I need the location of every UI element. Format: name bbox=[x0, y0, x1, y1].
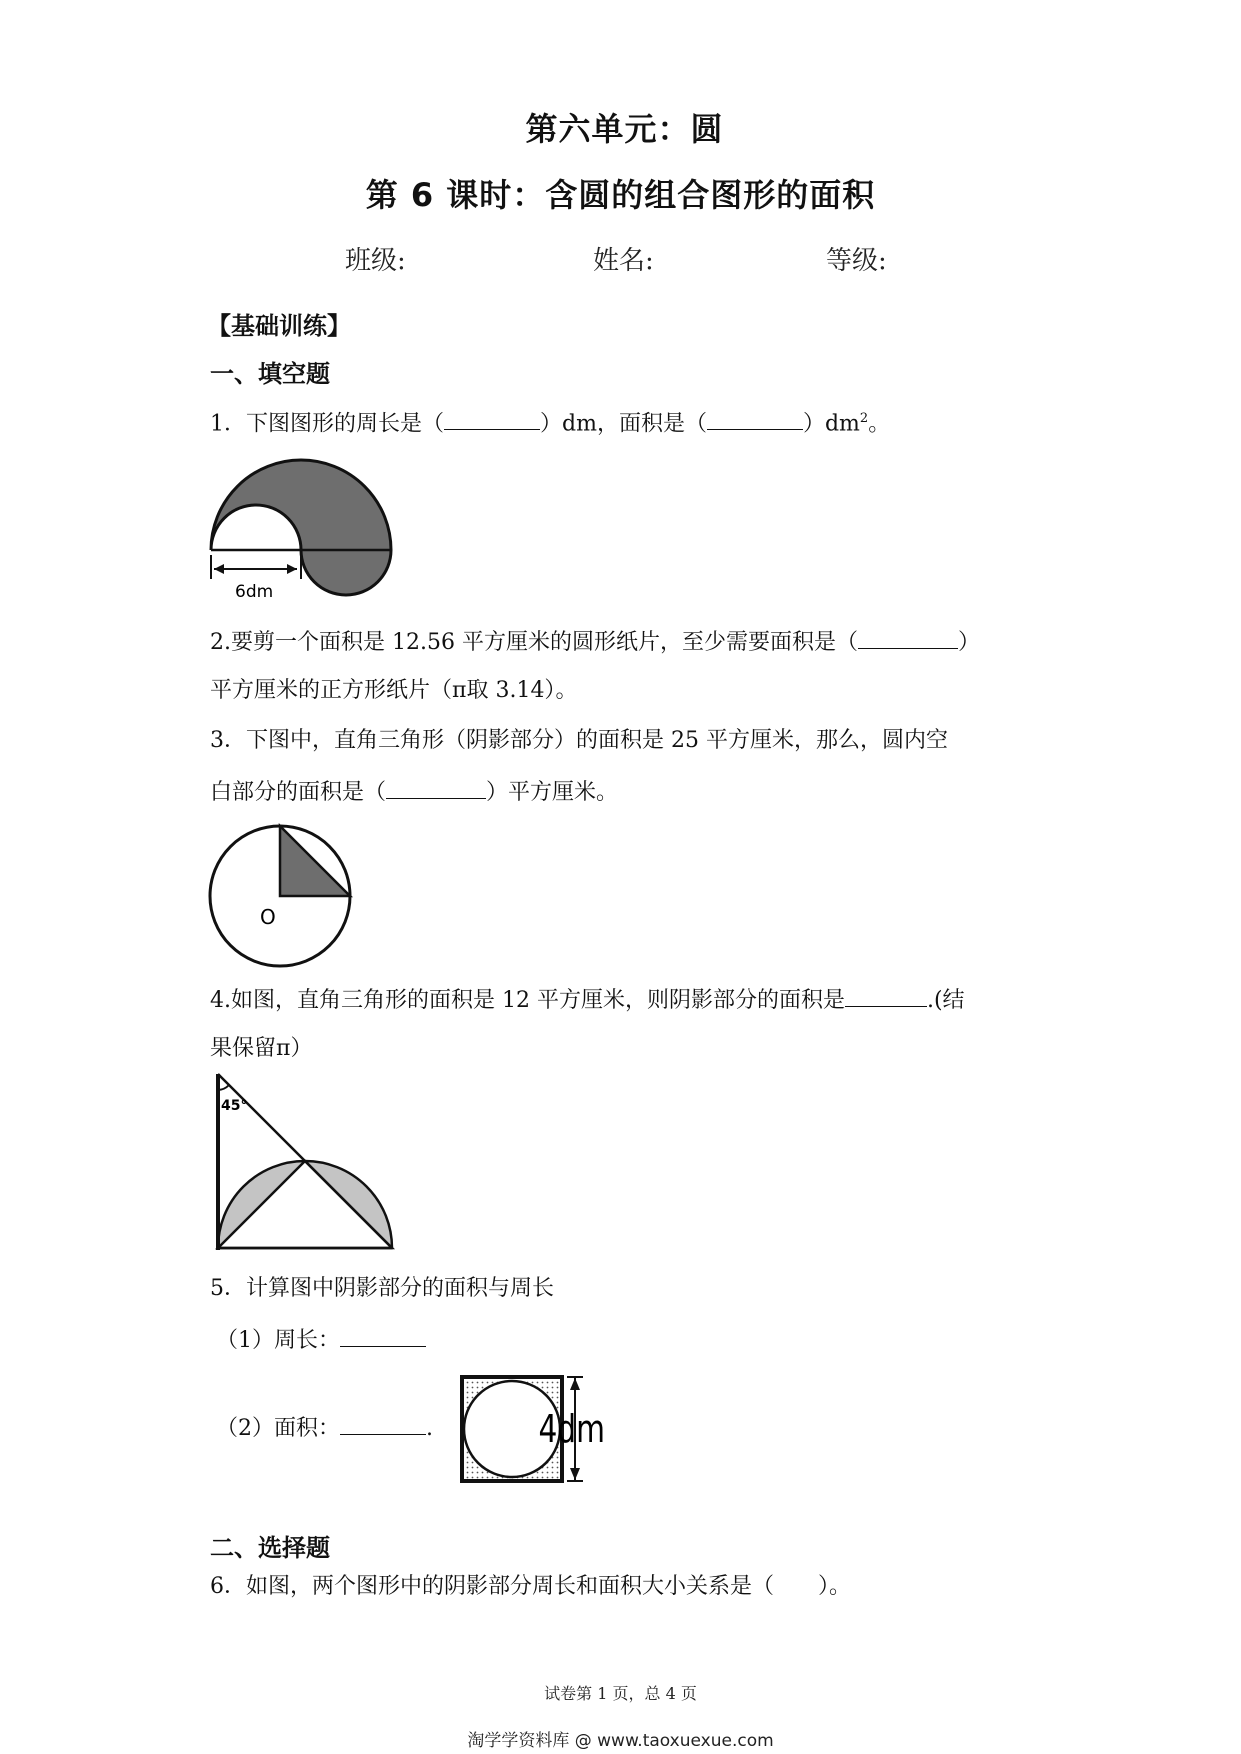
question-3-line-1: 3．下图中，直角三角形（阴影部分）的面积是 25 平方厘米，那么，圆内空 bbox=[210, 728, 948, 753]
question-6: 6．如图，两个图形中的阴影部分周长和面积大小关系是（ ）。 bbox=[210, 1574, 851, 1599]
grade-label: 等级: bbox=[826, 246, 887, 276]
question-2-line-2: 平方厘米的正方形纸片（π取 3.14）。 bbox=[210, 678, 578, 703]
q2-line1: 2.要剪一个面积是 12.56 平方厘米的圆形纸片，至少需要面积是（ bbox=[210, 630, 858, 655]
page-footer: 试卷第 1 页，总 4 页 bbox=[544, 1684, 697, 1703]
q5-area-row bbox=[216, 1412, 433, 1444]
q1-end: 。 bbox=[868, 411, 891, 437]
q3-figure bbox=[208, 822, 358, 972]
q3-line2-prefix: 白部分的面积是（ bbox=[210, 780, 387, 805]
q1-arrowhead-right bbox=[287, 564, 297, 574]
q1-arrowhead-left bbox=[214, 564, 224, 574]
watermark: 淘学学资料库 @ www.taoxuexue.com bbox=[467, 1731, 774, 1751]
question-5: 5．计算图中阴影部分的面积与周长 bbox=[210, 1276, 554, 1301]
q5-perimeter-blank[interactable] bbox=[340, 1324, 426, 1347]
q5-arrowhead-top bbox=[570, 1378, 580, 1390]
question-3-line-2 bbox=[210, 776, 618, 808]
q5-area-label: （2）面积： bbox=[216, 1416, 340, 1441]
q1-sup: 2 bbox=[859, 411, 869, 426]
q5-side-label: 4dm bbox=[538, 1407, 605, 1453]
q1-blank-area[interactable] bbox=[707, 407, 803, 430]
q5-area-blank[interactable] bbox=[340, 1412, 426, 1435]
q3-line2-end: ）平方厘米。 bbox=[486, 780, 619, 805]
q1-unit2: ）dm bbox=[802, 411, 860, 437]
section-fill-blank-heading: 一、填空题 bbox=[210, 360, 330, 388]
q4-angle-label: 45° bbox=[221, 1098, 248, 1114]
question-4-line-1 bbox=[210, 984, 965, 1016]
unit-title: 第六单元：圆 bbox=[525, 110, 724, 148]
q5-perimeter-row bbox=[216, 1324, 426, 1356]
q1-prefix: 1．下图图形的周长是（ bbox=[210, 411, 444, 437]
q5-area-end: . bbox=[426, 1416, 433, 1441]
q5-arrowhead-bottom bbox=[570, 1468, 580, 1480]
q2-blank[interactable] bbox=[858, 626, 958, 649]
section-choice-heading: 二、选择题 bbox=[210, 1534, 330, 1562]
q1-blank-perimeter[interactable] bbox=[444, 407, 540, 430]
q1-figure bbox=[205, 455, 405, 605]
q4-line1-end: .(结 bbox=[926, 988, 965, 1013]
q5-perimeter-label: （1）周长： bbox=[216, 1328, 340, 1353]
q4-figure bbox=[210, 1070, 410, 1260]
q5-figure bbox=[455, 1370, 635, 1490]
question-2-line-1 bbox=[210, 626, 980, 658]
question-4-line-2: 果保留π） bbox=[210, 1036, 313, 1061]
q1-figure-label: 6dm bbox=[235, 582, 274, 602]
q3-center-label: O bbox=[260, 905, 276, 929]
q4-line1: 4.如图，直角三角形的面积是 12 平方厘米，则阴影部分的面积是 bbox=[210, 988, 845, 1013]
q4-blank[interactable] bbox=[845, 984, 927, 1007]
question-1 bbox=[210, 404, 890, 439]
name-label: 姓名: bbox=[593, 246, 654, 276]
q3-blank[interactable] bbox=[386, 776, 486, 799]
q1-unit1: ）dm，面积是（ bbox=[540, 411, 707, 437]
basic-training-heading: 【基础训练】 bbox=[207, 312, 351, 340]
q2-line1-end: ） bbox=[957, 630, 980, 655]
class-label: 班级: bbox=[345, 246, 406, 276]
lesson-title: 第 6 课时：含圆的组合图形的面积 bbox=[365, 176, 876, 214]
